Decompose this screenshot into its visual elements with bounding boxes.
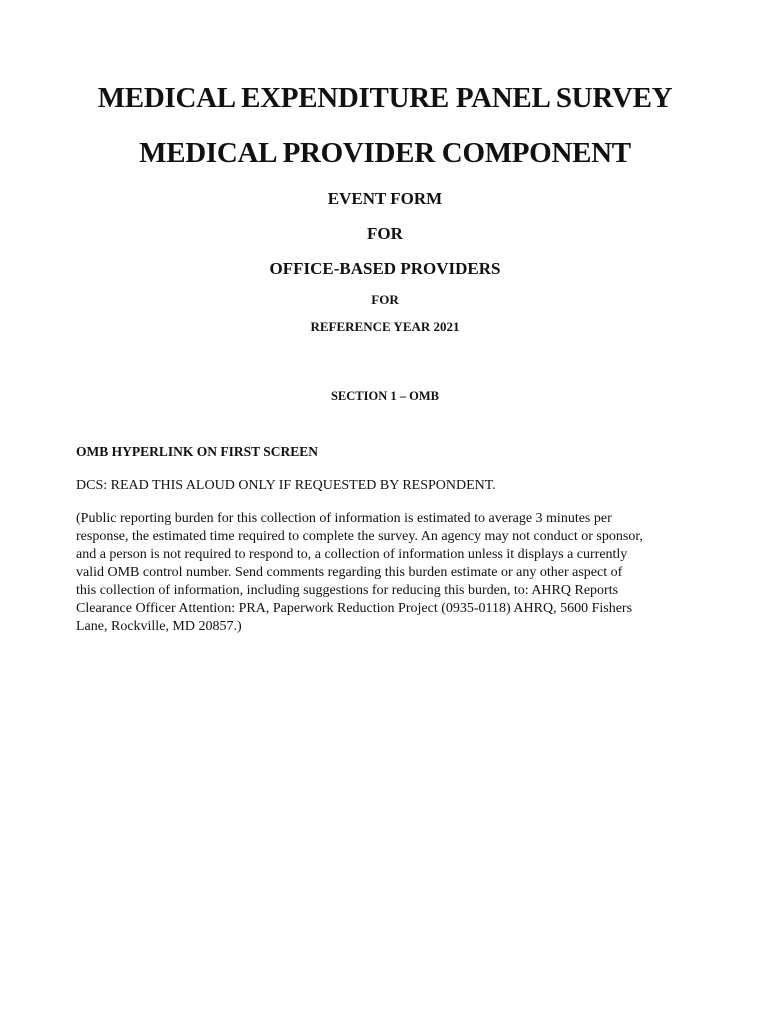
- reference-year-label: REFERENCE YEAR 2021: [310, 319, 460, 334]
- event-form-label: EVENT FORM: [327, 189, 443, 208]
- for-label-2: FOR: [371, 292, 399, 307]
- dcs-instruction: DCS: READ THIS ALOUD ONLY IF REQUESTED BY RESPONDENT.: [76, 478, 496, 493]
- burden-line: (Public reporting burden for this collection of information is estimated to average 3 minutes per: [76, 511, 612, 526]
- burden-statement: [76, 510, 696, 636]
- component-title: MEDICAL PROVIDER COMPONENT: [139, 137, 631, 169]
- burden-line: Lane, Rockville, MD 20857.): [76, 619, 242, 634]
- section-label: SECTION 1 – OMB: [330, 389, 439, 403]
- survey-title: MEDICAL EXPENDITURE PANEL SURVEY: [97, 82, 673, 114]
- burden-line: valid OMB control number. Send comments regarding this burden estimate or any other aspect of: [76, 565, 623, 580]
- burden-line: Clearance Officer Attention: PRA, Paperwork Reduction Project (0935-0118) AHRQ, 5600 Fishers: [76, 601, 633, 616]
- omb-hyperlink-heading: OMB HYPERLINK ON FIRST SCREEN: [76, 444, 319, 459]
- burden-line: and a person is not required to respond to, a collection of information unless it displays a currently: [76, 547, 628, 562]
- for-label-1: FOR: [367, 224, 403, 243]
- burden-line: response, the estimated time required to complete the survey. An agency may not conduct or sponsor,: [76, 529, 643, 544]
- provider-type-label: OFFICE-BASED PROVIDERS: [269, 259, 501, 278]
- burden-line: this collection of information, including suggestions for reducing this burden, to: AHRQ Reports: [76, 583, 619, 598]
